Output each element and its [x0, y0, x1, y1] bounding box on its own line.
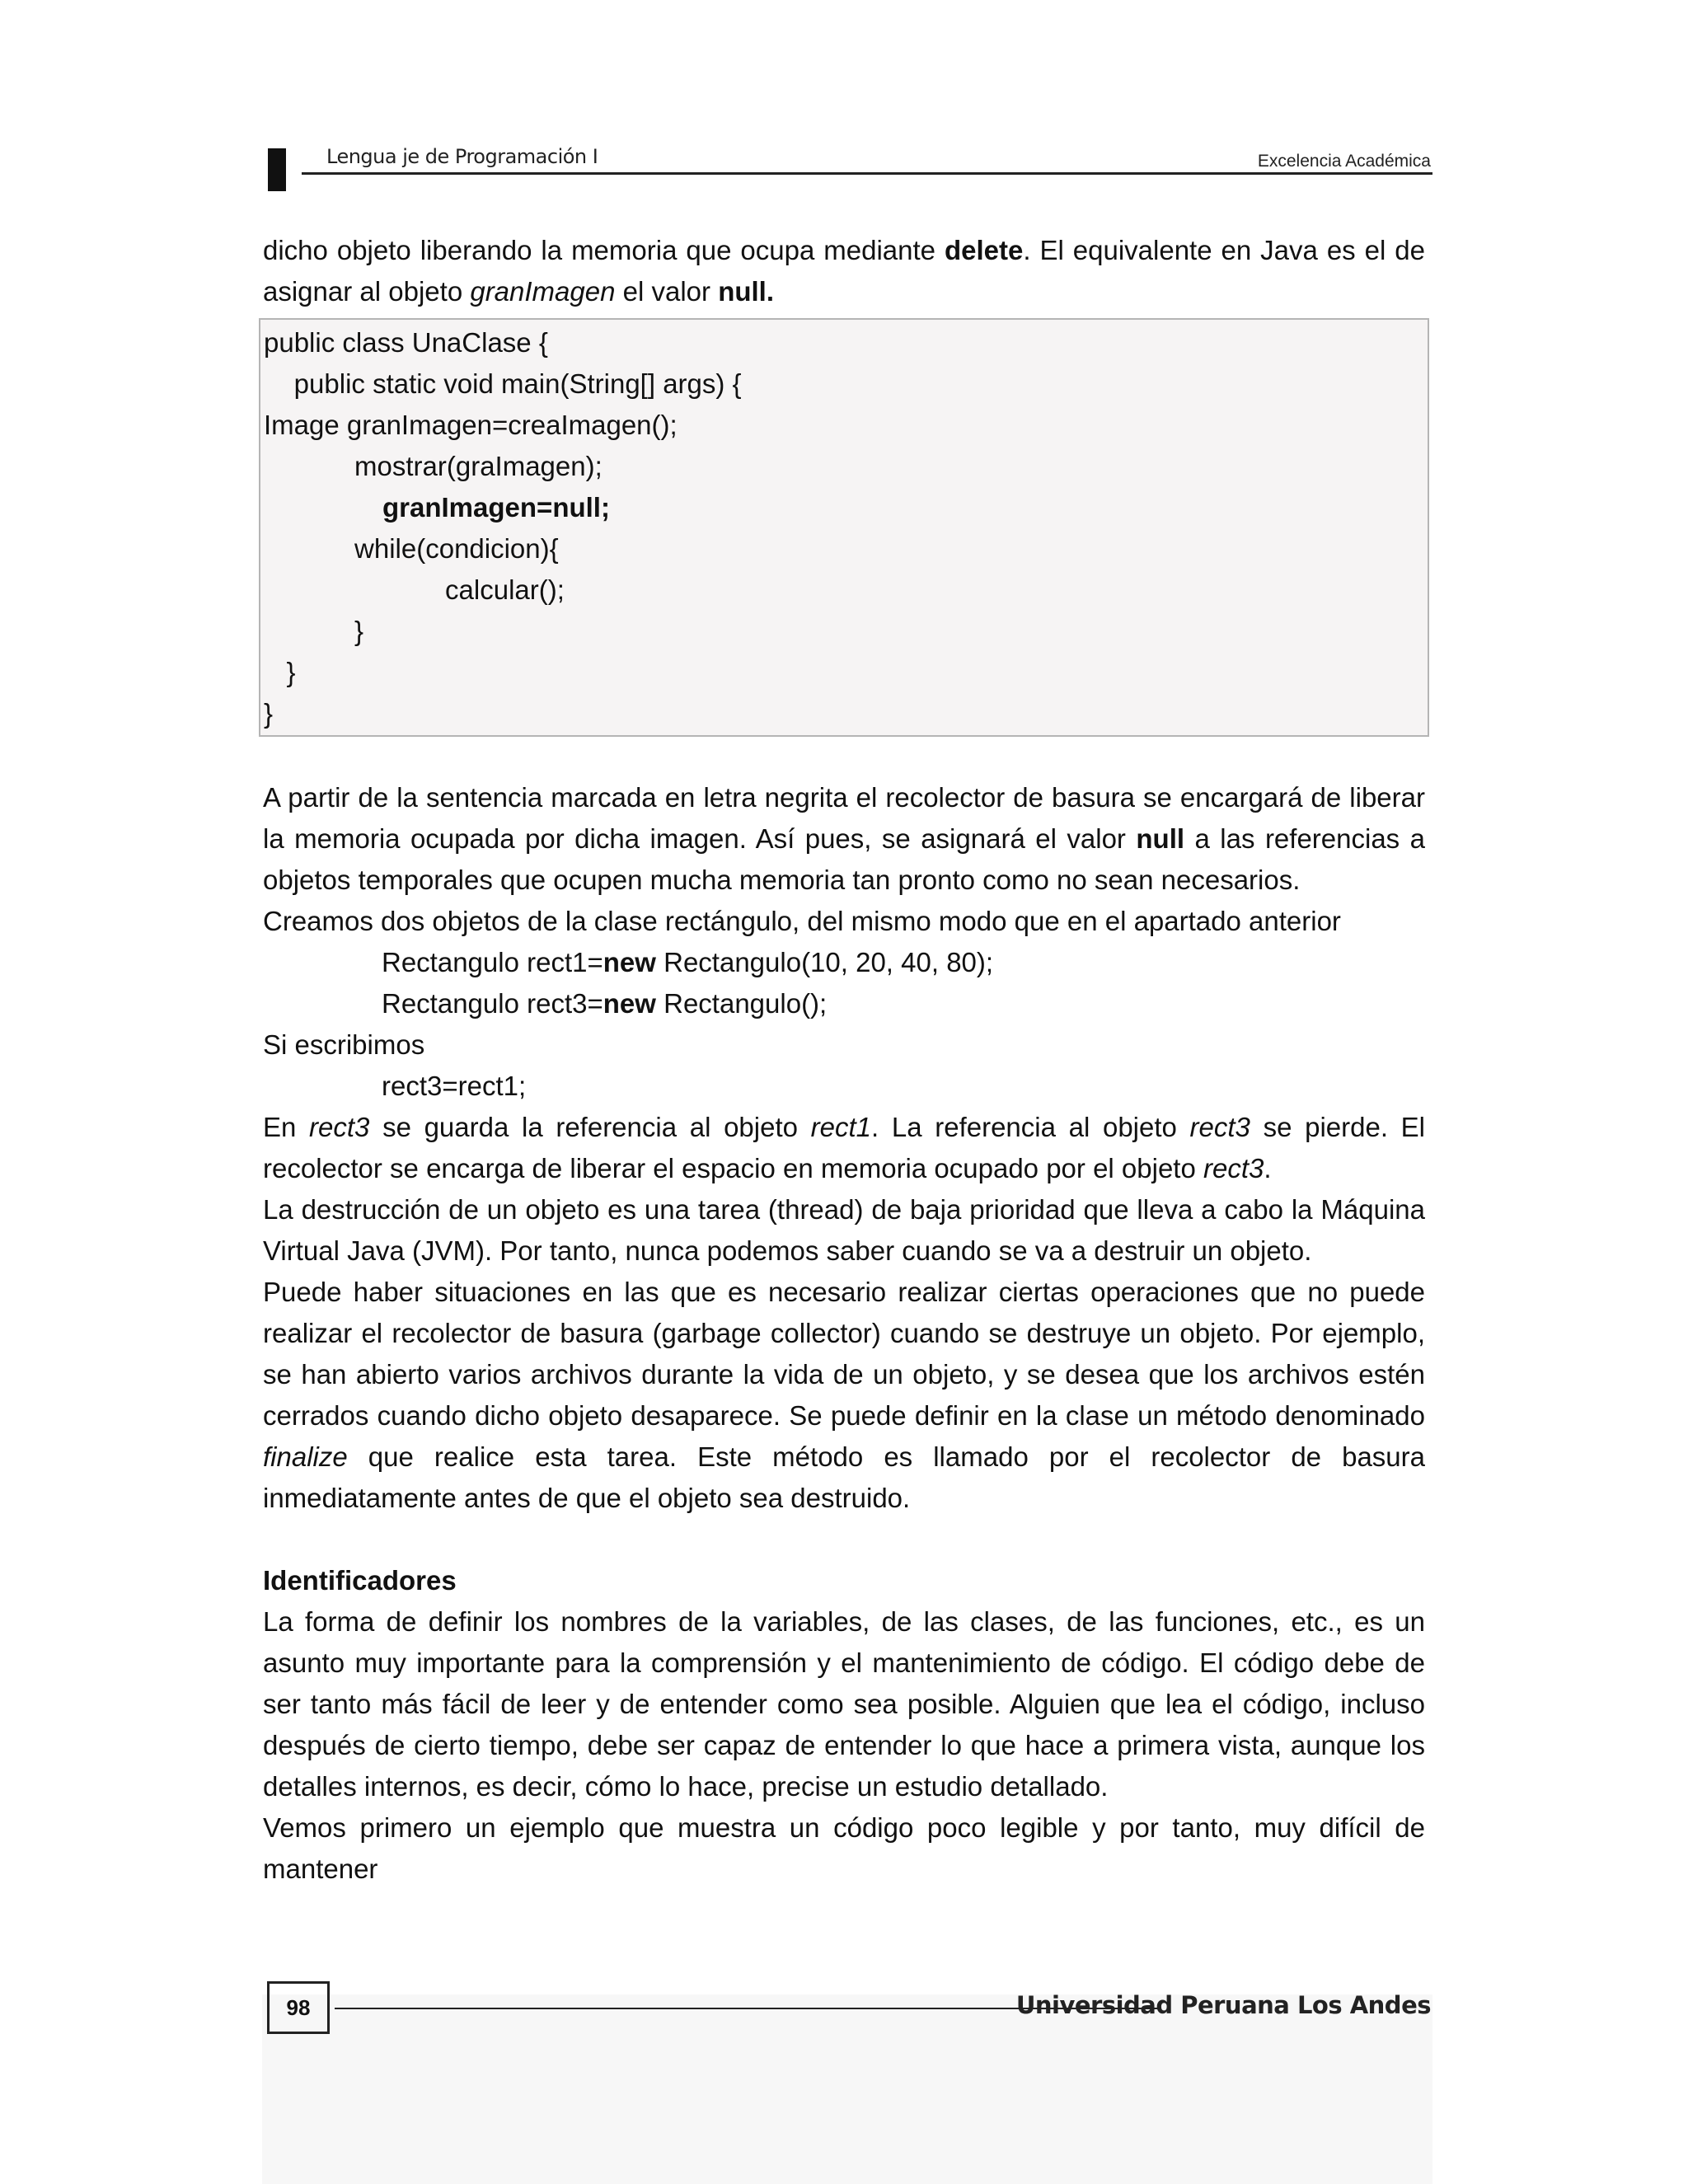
paragraph: A partir de la sentencia marcada en letra negrita el recolector de basura se encargará de liberar la memoria ocupada por dicha imagen. Así pues, se asignará el valor null a las referencias a objetos temporales que ocupen mucha memoria tan pronto como no sean necesarios. [263, 782, 1425, 895]
code-line: } [264, 657, 296, 687]
code-snippet: rect3=rect1; [382, 1071, 527, 1101]
code-line: public class UnaClase { [264, 327, 548, 358]
paragraph: La forma de definir los nombres de la variables, de las clases, de las funciones, etc., es un asunto muy importante para la comprensión y el mantenimiento de código. El código debe de ser tanto más fácil de leer y de entender como sea posible. Alguien que lea el código, incluso después de cierto tiempo, debe ser capaz de entender lo que hace a primera vista, aunque los detalles internos, es decir, cómo lo hace, precise un estudio detallado. [263, 1606, 1425, 1802]
header-tagline: Excelencia Académica [1257, 152, 1431, 171]
header-title: Lengua je de Programación I [326, 145, 598, 168]
page-header [262, 142, 1432, 191]
paragraph: Puede haber situaciones en las que es necesario realizar ciertas operaciones que no puede realizar el recolector de basura (garbage collector) cuando se destruye un objeto. Por ejemplo, se han abierto varios archivos durante la vida de un objeto, y se desea que los archivos estén cerrados cuando dicho objeto desaparece. Se puede definir en la clase un método denominado finalize que realice esta tarea. Este método es llamado por el recolector de basura inmediatamente antes de que el objeto sea destruido. [263, 1277, 1425, 1513]
code-line: } [264, 698, 274, 729]
page-number: 98 [267, 1981, 330, 2034]
paragraph: En rect3 se guarda la referencia al objeto rect1. La referencia al objeto rect3 se pierde. El recolector se encarga de liberar el espacio en memoria ocupado por el objeto rect3. [263, 1112, 1425, 1183]
code-line: Image granImagen=creaImagen(); [264, 410, 678, 440]
intro-paragraph: dicho objeto liberando la memoria que ocupa mediante delete. El equivalente en Java es el de asignar al objeto granImagen el valor null. [263, 235, 1425, 307]
paragraph: Vemos primero un ejemplo que muestra un código poco legible y por tanto, muy difícil de mantener [263, 1812, 1425, 1884]
code-line: public static void main(String[] args) { [264, 368, 742, 399]
page-footer [262, 1980, 1432, 2037]
code-line: } [264, 616, 364, 646]
paragraph: La destrucción de un objeto es una tarea (thread) de baja prioridad que lleva a cabo la Máquina Virtual Java (JVM). Por tanto, nunca podemos saber cuando se va a destruir un objeto. [263, 1194, 1425, 1266]
footer-university: Universidad Peruana Los Andes [1015, 1991, 1431, 2019]
code-line: calcular(); [264, 574, 565, 605]
header-rule [302, 172, 1432, 175]
code-snippet: Rectangulo rect1=new Rectangulo(10, 20, 40, 80); [382, 947, 994, 977]
code-snippet: Rectangulo rect3=new Rectangulo(); [382, 988, 828, 1019]
code-line: mostrar(graImagen); [264, 451, 603, 481]
header-marker [268, 148, 286, 191]
code-line: while(condicion){ [264, 533, 559, 564]
code-block [259, 318, 1429, 737]
section-heading: Identificadores [263, 1565, 457, 1596]
code-line-bold: granImagen=null; [382, 492, 610, 523]
paragraph: Si escribimos [263, 1029, 425, 1060]
paragraph: Creamos dos objetos de la clase rectángulo, del mismo modo que en el apartado anterior [263, 906, 1341, 936]
main-text [263, 777, 1425, 1890]
